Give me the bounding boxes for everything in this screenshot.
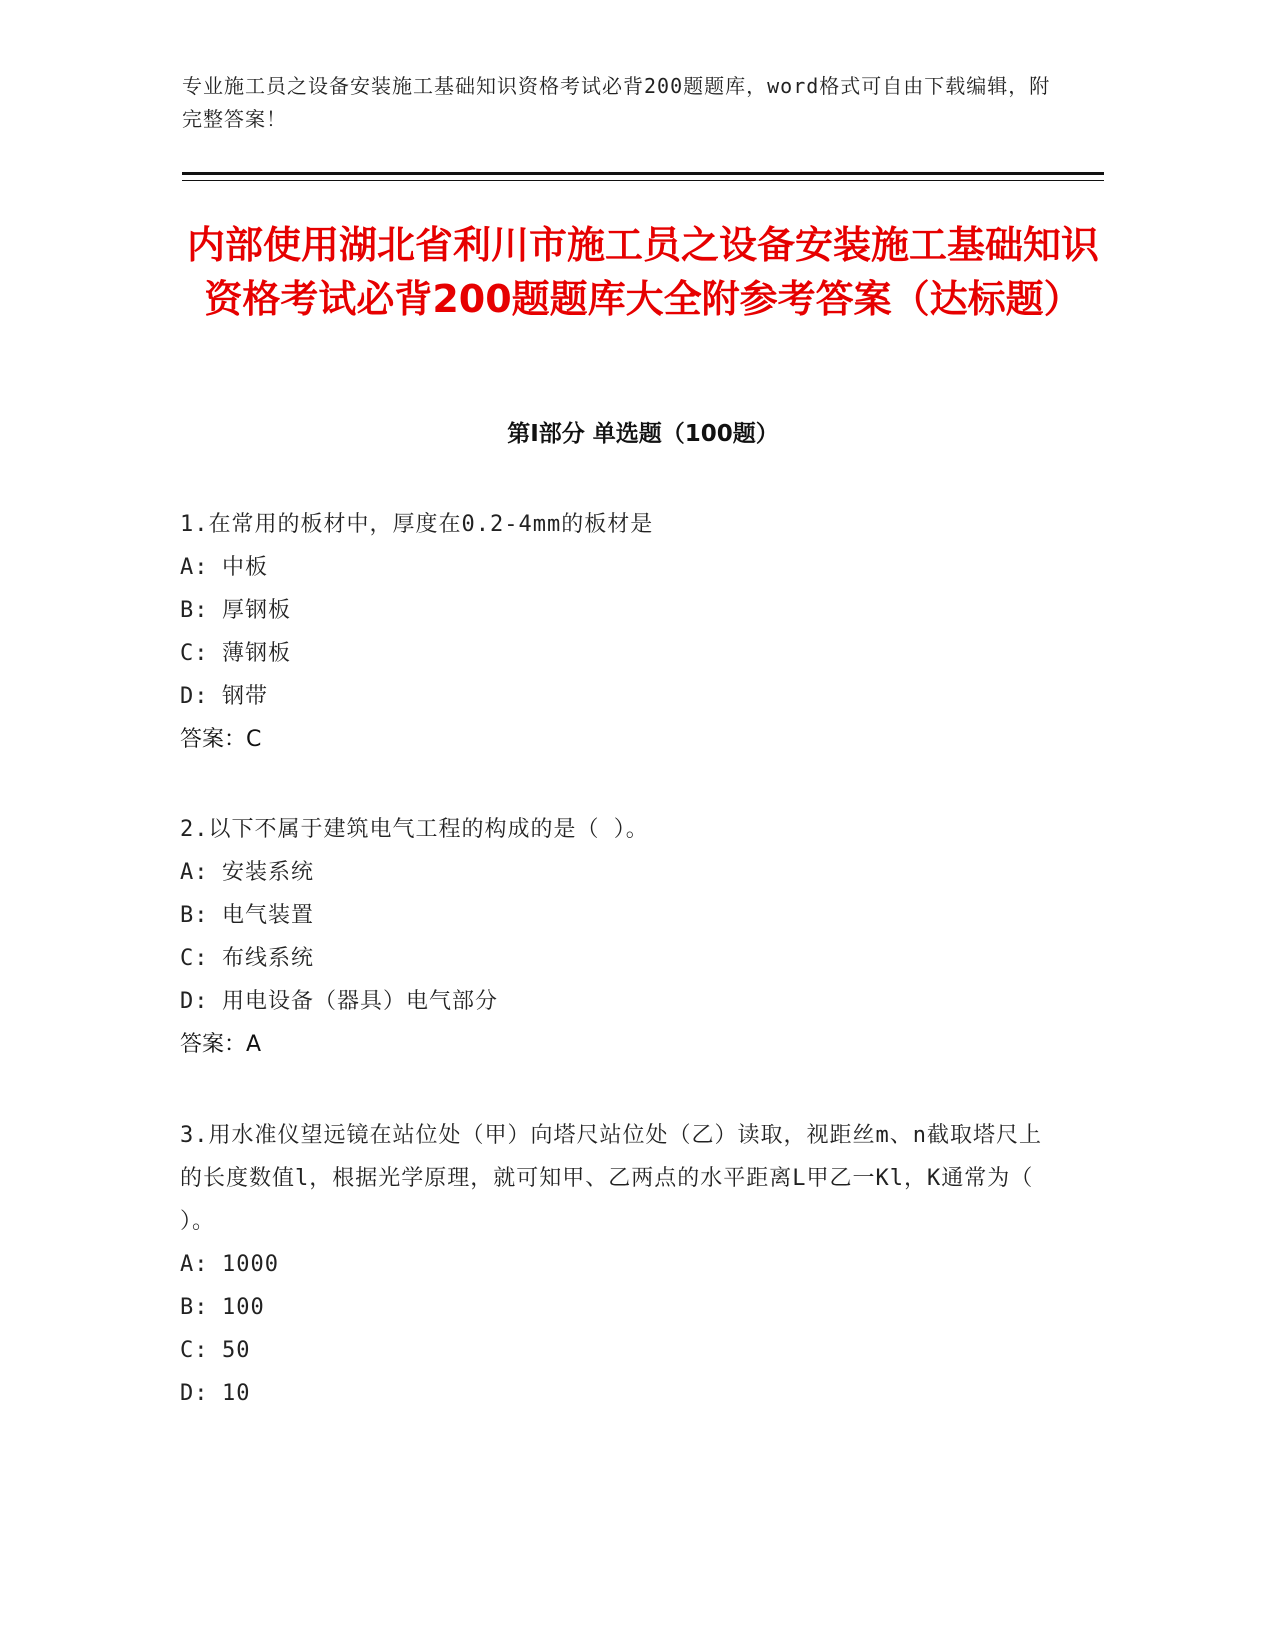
option-b bbox=[180, 589, 1050, 632]
option-b bbox=[180, 894, 1050, 937]
option-c bbox=[180, 632, 1050, 675]
section-title: 第Ⅰ部分 单选题（100题） bbox=[507, 421, 779, 447]
option-c bbox=[180, 1329, 1050, 1372]
question-2 bbox=[180, 808, 1050, 1066]
option-letter: C: bbox=[180, 946, 209, 971]
option-letter: B: bbox=[180, 1295, 209, 1320]
option-text: 1000 bbox=[222, 1252, 279, 1277]
question-3 bbox=[180, 1114, 1050, 1415]
option-d bbox=[180, 980, 1050, 1023]
question-stem: 2.以下不属于建筑电气工程的构成的是（ ）。 bbox=[180, 817, 649, 842]
option-a bbox=[180, 546, 1050, 589]
option-letter: B: bbox=[180, 598, 209, 623]
option-letter: D: bbox=[180, 684, 209, 709]
option-a bbox=[180, 851, 1050, 894]
option-letter: A: bbox=[180, 555, 209, 580]
option-text: 电气装置 bbox=[222, 903, 315, 928]
question-stem: 3.用水准仪望远镜在站位处（甲）向塔尺站位处（乙）读取，视距丝m、n截取塔尺上的长度数值l，根据光学原理，就可知甲、乙两点的水平距离L甲乙一Kl，K通常为（ ）。 bbox=[180, 1123, 1042, 1234]
option-a bbox=[180, 1243, 1050, 1286]
option-text: 布线系统 bbox=[222, 946, 315, 971]
option-letter: A: bbox=[180, 860, 209, 885]
option-c bbox=[180, 937, 1050, 980]
option-letter: B: bbox=[180, 903, 209, 928]
option-b bbox=[180, 1286, 1050, 1329]
option-text: 钢带 bbox=[222, 684, 269, 709]
option-d bbox=[180, 1372, 1050, 1415]
option-letter: D: bbox=[180, 1381, 209, 1406]
option-text: 用电设备（器具）电气部分 bbox=[222, 989, 499, 1014]
option-letter: D: bbox=[180, 989, 209, 1014]
option-text: 厚钢板 bbox=[222, 598, 292, 623]
option-d bbox=[180, 675, 1050, 718]
document-title: 内部使用湖北省利川市施工员之设备安装施工基础知识资格考试必背200题题库大全附参考答案（达标题） bbox=[186, 223, 1099, 321]
option-text: 安装系统 bbox=[222, 860, 315, 885]
question-stem: 1.在常用的板材中，厚度在0.2-4mm的板材是 bbox=[180, 512, 654, 537]
option-text: 薄钢板 bbox=[222, 641, 292, 666]
answer-line: 答案：A bbox=[180, 1032, 262, 1057]
option-letter: C: bbox=[180, 1338, 209, 1363]
answer-line: 答案：C bbox=[180, 727, 262, 752]
option-text: 100 bbox=[222, 1295, 265, 1320]
option-letter: A: bbox=[180, 1252, 209, 1277]
question-1 bbox=[180, 503, 1050, 761]
header-note: 专业施工员之设备安装施工基础知识资格考试必背200题题库，word格式可自由下载编辑，附完整答案！ bbox=[182, 74, 1051, 131]
option-letter: C: bbox=[180, 641, 209, 666]
option-text: 50 bbox=[222, 1338, 251, 1363]
header-rule-thick bbox=[182, 172, 1104, 175]
option-text: 中板 bbox=[222, 555, 269, 580]
option-text: 10 bbox=[222, 1381, 251, 1406]
header-rule-thin bbox=[182, 180, 1104, 181]
